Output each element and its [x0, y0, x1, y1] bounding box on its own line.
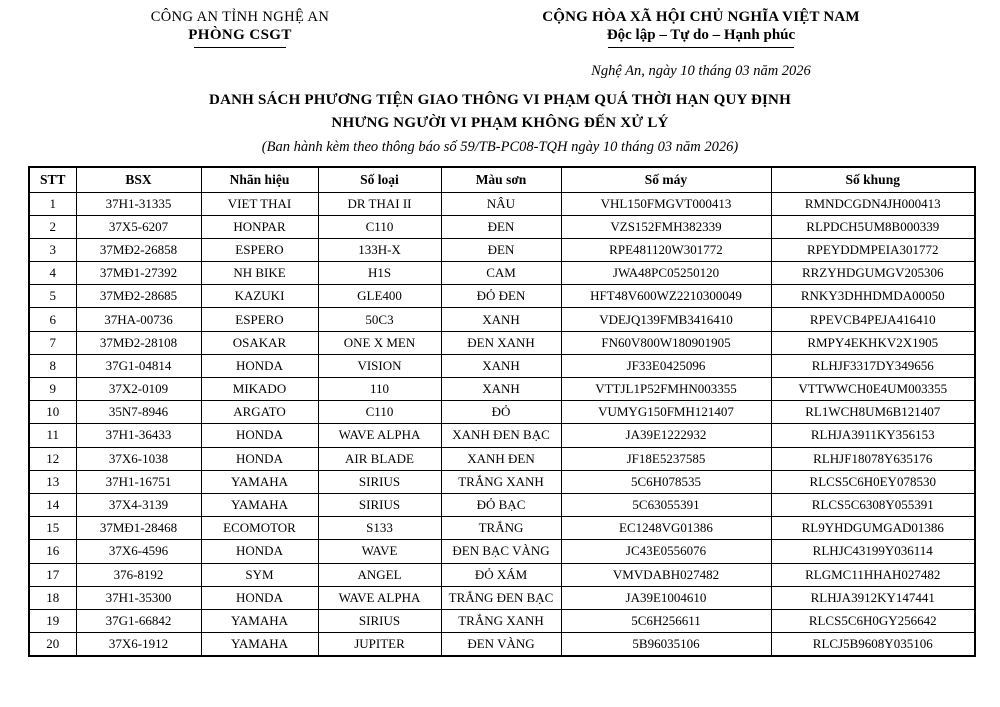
table-cell: 7	[29, 331, 76, 354]
table-cell: 9	[29, 378, 76, 401]
table-cell: ĐỎ XÁM	[441, 563, 561, 586]
table-cell: RLHJA3911KY356153	[771, 424, 975, 447]
table-cell: 5C63055391	[561, 493, 771, 516]
table-row	[29, 238, 975, 261]
table-cell: 2	[29, 215, 76, 238]
col-header-model: Số loại	[318, 167, 441, 193]
table-cell: HONDA	[201, 354, 318, 377]
table-cell: XANH	[441, 308, 561, 331]
table-cell: 16	[29, 540, 76, 563]
table-cell: ĐỎ BẠC	[441, 493, 561, 516]
table-row	[29, 285, 975, 308]
table-cell: WAVE	[318, 540, 441, 563]
table-cell: JC43E0556076	[561, 540, 771, 563]
table-row	[29, 586, 975, 609]
table-cell: VDEJQ139FMB3416410	[561, 308, 771, 331]
table-cell: 20	[29, 633, 76, 657]
table-cell: WAVE ALPHA	[318, 586, 441, 609]
table-cell: 37HA-00736	[76, 308, 201, 331]
table-cell: HONPAR	[201, 215, 318, 238]
table-cell: ARGATO	[201, 401, 318, 424]
table-cell: 11	[29, 424, 76, 447]
col-header-stt: STT	[29, 167, 76, 193]
table-cell: C110	[318, 215, 441, 238]
table-cell: ĐEN VÀNG	[441, 633, 561, 657]
table-cell: 376-8192	[76, 563, 201, 586]
col-header-engine-number: Số máy	[561, 167, 771, 193]
table-cell: ESPERO	[201, 308, 318, 331]
table-cell: RLHJF18078Y635176	[771, 447, 975, 470]
table-cell: RMPY4EKHKV2X1905	[771, 331, 975, 354]
table-cell: 37H1-16751	[76, 470, 201, 493]
table-cell: 4	[29, 262, 76, 285]
table-row	[29, 447, 975, 470]
table-cell: VIET THAI	[201, 192, 318, 215]
table-cell: ĐEN XANH	[441, 331, 561, 354]
table-cell: DR THAI II	[318, 192, 441, 215]
table-cell: EC1248VG01386	[561, 517, 771, 540]
table-cell: 5B96035106	[561, 633, 771, 657]
table-cell: ĐEN BẠC VÀNG	[441, 540, 561, 563]
table-cell: 37MĐ1-28468	[76, 517, 201, 540]
table-cell: RPEYDDMPEIA301772	[771, 238, 975, 261]
table-cell: ESPERO	[201, 238, 318, 261]
table-cell: 37G1-66842	[76, 609, 201, 632]
table-row	[29, 262, 975, 285]
col-header-paint-color: Màu sơn	[441, 167, 561, 193]
table-cell: RLHJF3317DY349656	[771, 354, 975, 377]
table-cell: 35N7-8946	[76, 401, 201, 424]
table-cell: 37X6-1038	[76, 447, 201, 470]
document-title-line-2: NHƯNG NGƯỜI VI PHẠM KHÔNG ĐẾN XỬ LÝ	[331, 115, 669, 132]
table-cell: RL1WCH8UM6B121407	[771, 401, 975, 424]
table-cell: TRẮNG XANH	[441, 609, 561, 632]
table-cell: ĐEN	[441, 238, 561, 261]
table-cell: 19	[29, 609, 76, 632]
vehicle-table	[28, 166, 976, 658]
table-cell: JF18E5237585	[561, 447, 771, 470]
col-header-chassis-number: Số khung	[771, 167, 975, 193]
table-cell: RLCJ5B9608Y035106	[771, 633, 975, 657]
table-cell: SYM	[201, 563, 318, 586]
table-cell: ECOMOTOR	[201, 517, 318, 540]
table-cell: ĐỎ ĐEN	[441, 285, 561, 308]
table-row	[29, 609, 975, 632]
table-cell: YAMAHA	[201, 470, 318, 493]
table-cell: 50C3	[318, 308, 441, 331]
table-body	[29, 192, 975, 656]
table-row	[29, 331, 975, 354]
table-cell: VISION	[318, 354, 441, 377]
table-row	[29, 563, 975, 586]
issuing-agency-block	[45, 9, 435, 80]
table-cell: WAVE ALPHA	[318, 424, 441, 447]
table-cell: XANH	[441, 354, 561, 377]
table-cell: JWA48PC05250120	[561, 262, 771, 285]
table-cell: JF33E0425096	[561, 354, 771, 377]
table-cell: ANGEL	[318, 563, 441, 586]
table-cell: 37MĐ2-28685	[76, 285, 201, 308]
table-row	[29, 470, 975, 493]
table-cell: 37MĐ2-26858	[76, 238, 201, 261]
table-cell: XANH ĐEN BẠC	[441, 424, 561, 447]
table-cell: RLCS5C6H0EY078530	[771, 470, 975, 493]
table-cell: GLE400	[318, 285, 441, 308]
table-cell: JA39E1222932	[561, 424, 771, 447]
table-header-row	[29, 167, 975, 193]
table-cell: RLCS5C6308Y055391	[771, 493, 975, 516]
table-cell: VZS152FMH382339	[561, 215, 771, 238]
table-cell: SIRIUS	[318, 609, 441, 632]
table-row	[29, 192, 975, 215]
table-cell: RLPDCH5UM8B000339	[771, 215, 975, 238]
table-cell: CAM	[441, 262, 561, 285]
table-cell: VUMYG150FMH121407	[561, 401, 771, 424]
table-row	[29, 215, 975, 238]
table-cell: 133H-X	[318, 238, 441, 261]
table-cell: RRZYHDGUMGV205306	[771, 262, 975, 285]
table-cell: TRẮNG ĐEN BẠC	[441, 586, 561, 609]
table-cell: 37X6-1912	[76, 633, 201, 657]
table-cell: RLCS5C6H0GY256642	[771, 609, 975, 632]
col-header-brand: Nhãn hiệu	[201, 167, 318, 193]
table-cell: TRẮNG XANH	[441, 470, 561, 493]
table-cell: FN60V800W180901905	[561, 331, 771, 354]
table-row	[29, 540, 975, 563]
table-cell: RNKY3DHHDMDA00050	[771, 285, 975, 308]
col-header-bsx: BSX	[76, 167, 201, 193]
table-cell: RLHJA3912KY147441	[771, 586, 975, 609]
table-cell: 10	[29, 401, 76, 424]
table-row	[29, 493, 975, 516]
date-place-line: Nghệ An, ngày 10 tháng 03 năm 2026	[591, 63, 811, 79]
table-cell: HFT48V600WZ2210300049	[561, 285, 771, 308]
table-cell: HONDA	[201, 540, 318, 563]
table-cell: KAZUKI	[201, 285, 318, 308]
table-cell: 14	[29, 493, 76, 516]
table-cell: YAMAHA	[201, 609, 318, 632]
table-cell: ĐỎ	[441, 401, 561, 424]
table-cell: 37X5-6207	[76, 215, 201, 238]
national-title: CỘNG HÒA XÃ HỘI CHỦ NGHĨA VIỆT NAM	[542, 9, 860, 25]
table-cell: 3	[29, 238, 76, 261]
table-cell: 37H1-31335	[76, 192, 201, 215]
table-cell: 17	[29, 563, 76, 586]
table-cell: VTTWWCH0E4UM003355	[771, 378, 975, 401]
table-cell: 37MĐ2-28108	[76, 331, 201, 354]
table-cell: 18	[29, 586, 76, 609]
table-row	[29, 517, 975, 540]
table-row	[29, 424, 975, 447]
table-cell: 37X6-4596	[76, 540, 201, 563]
table-cell: 12	[29, 447, 76, 470]
table-cell: 13	[29, 470, 76, 493]
table-cell: HONDA	[201, 447, 318, 470]
table-row	[29, 401, 975, 424]
table-cell: XANH	[441, 378, 561, 401]
table-cell: HONDA	[201, 424, 318, 447]
table-cell: TRẮNG	[441, 517, 561, 540]
table-cell: 110	[318, 378, 441, 401]
table-cell: MIKADO	[201, 378, 318, 401]
table-cell: 1	[29, 192, 76, 215]
table-cell: XANH ĐEN	[441, 447, 561, 470]
agency-underline	[194, 47, 286, 48]
table-row	[29, 308, 975, 331]
table-cell: 5C6H078535	[561, 470, 771, 493]
agency-name: CÔNG AN TỈNH NGHỆ AN	[150, 9, 330, 25]
table-cell: 37G1-04814	[76, 354, 201, 377]
table-cell: VTTJL1P52FMHN003355	[561, 378, 771, 401]
table-cell: RLHJC43199Y036114	[771, 540, 975, 563]
table-cell: 6	[29, 308, 76, 331]
document-title-line-1: DANH SÁCH PHƯƠNG TIỆN GIAO THÔNG VI PHẠM QUÁ THỜI HẠN QUY ĐỊNH	[209, 92, 791, 108]
national-motto: Độc lập – Tự do – Hạnh phúc	[606, 27, 796, 43]
motto-underline	[608, 47, 794, 48]
table-header	[29, 167, 975, 193]
table-row	[29, 354, 975, 377]
table-cell: VMVDABH027482	[561, 563, 771, 586]
table-cell: RLGMC11HHAH027482	[771, 563, 975, 586]
table-cell: ĐEN	[441, 215, 561, 238]
table-cell: H1S	[318, 262, 441, 285]
table-cell: S133	[318, 517, 441, 540]
document-title-block	[0, 89, 1000, 156]
table-row	[29, 378, 975, 401]
table-cell: RPE481120W301772	[561, 238, 771, 261]
table-cell: 5C6H256611	[561, 609, 771, 632]
table-cell: VHL150FMGVT000413	[561, 192, 771, 215]
table-cell: JA39E1004610	[561, 586, 771, 609]
table-cell: 37MĐ1-27392	[76, 262, 201, 285]
table-cell: C110	[318, 401, 441, 424]
table-cell: 37X2-0109	[76, 378, 201, 401]
table-cell: 5	[29, 285, 76, 308]
table-cell: 37H1-35300	[76, 586, 201, 609]
table-cell: 15	[29, 517, 76, 540]
table-cell: SIRIUS	[318, 470, 441, 493]
table-cell: 37X4-3139	[76, 493, 201, 516]
table-cell: 8	[29, 354, 76, 377]
document-subtitle: (Ban hành kèm theo thông báo số 59/TB-PC08-TQH ngày 10 tháng 03 năm 2026)	[261, 138, 739, 155]
table-cell: HONDA	[201, 586, 318, 609]
table-cell: OSAKAR	[201, 331, 318, 354]
table-cell: YAMAHA	[201, 633, 318, 657]
table-cell: NÂU	[441, 192, 561, 215]
table-row	[29, 633, 975, 657]
table-cell: RPEVCB4PEJA416410	[771, 308, 975, 331]
table-cell: RL9YHDGUMGAD01386	[771, 517, 975, 540]
table-cell: JUPITER	[318, 633, 441, 657]
table-cell: NH BIKE	[201, 262, 318, 285]
table-cell: ONE X MEN	[318, 331, 441, 354]
letterhead	[0, 0, 1000, 80]
department-name: PHÒNG CSGT	[188, 27, 292, 43]
table-cell: YAMAHA	[201, 493, 318, 516]
national-motto-block	[441, 9, 961, 80]
table-cell: AIR BLADE	[318, 447, 441, 470]
table-cell: SIRIUS	[318, 493, 441, 516]
table-cell: 37H1-36433	[76, 424, 201, 447]
table-cell: RMNDCGDN4JH000413	[771, 192, 975, 215]
